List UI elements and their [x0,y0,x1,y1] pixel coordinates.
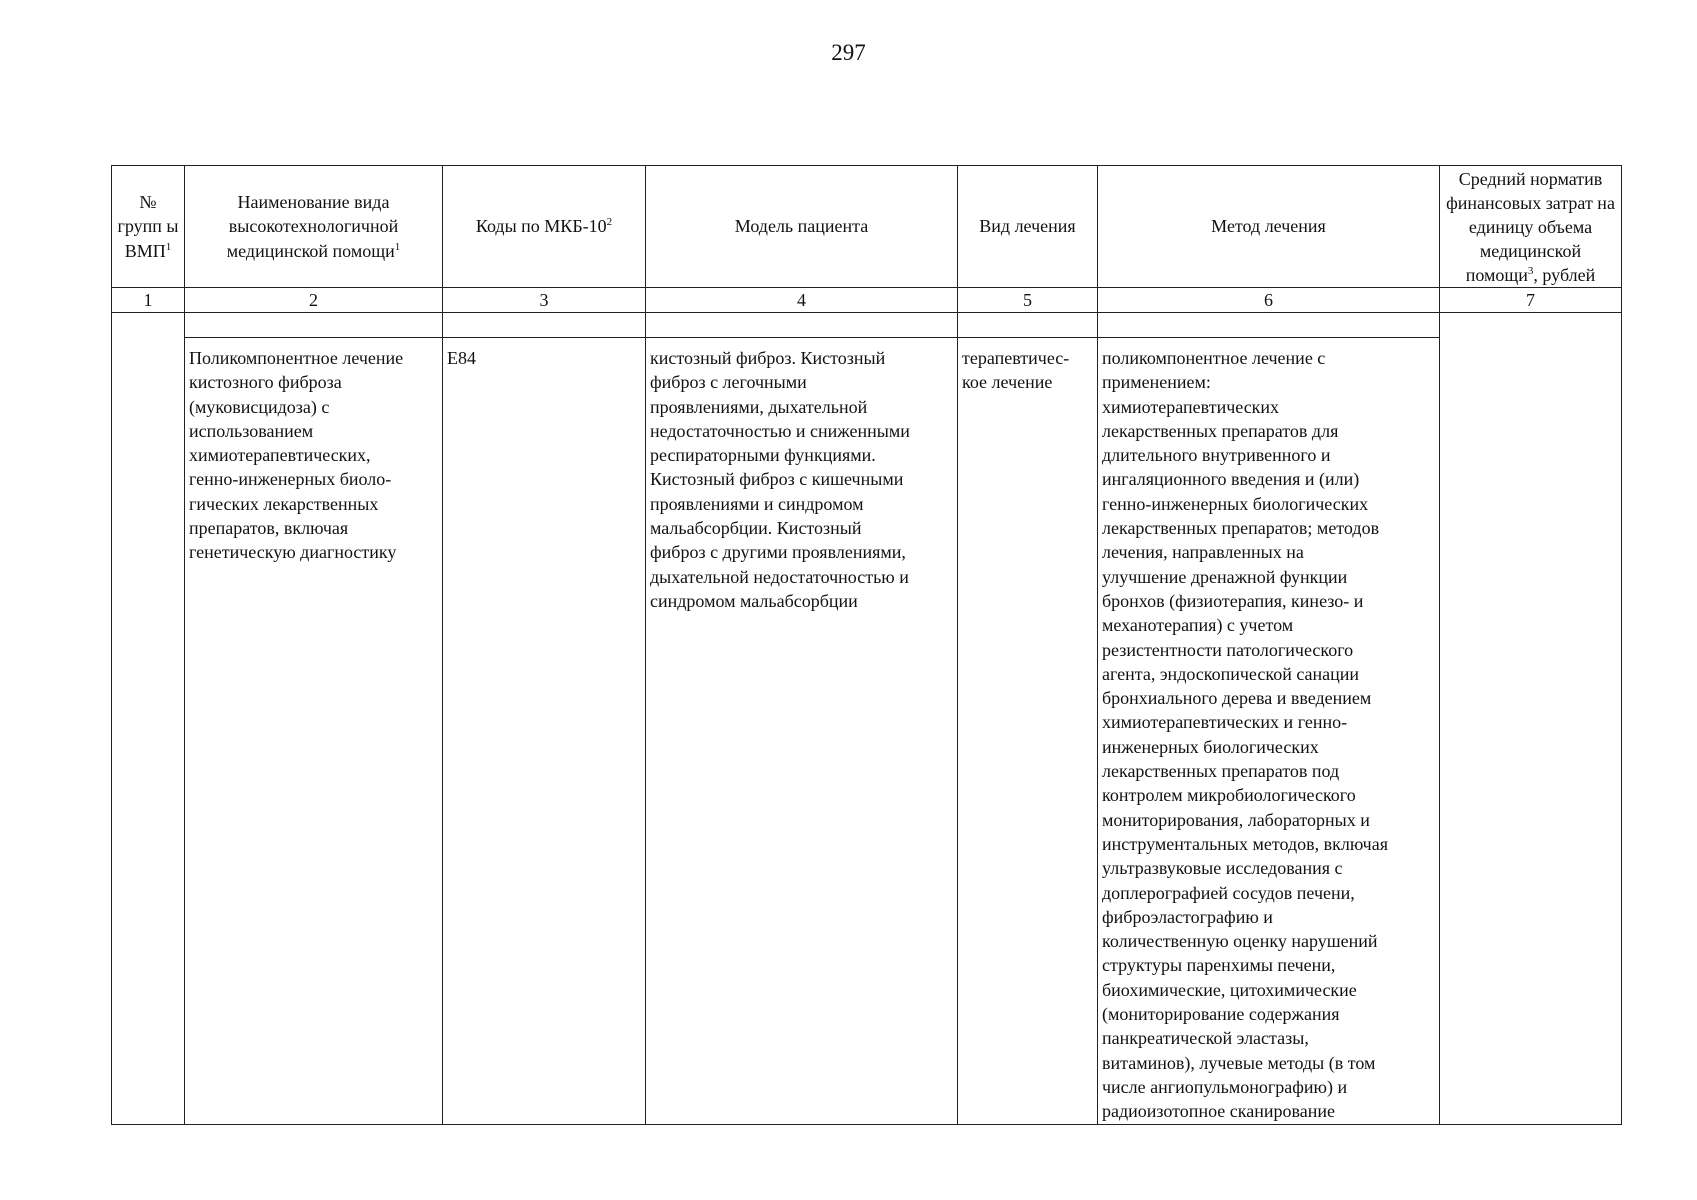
spacer-cell [185,313,443,338]
text-line: ингаляционного введения и (или) [1102,469,1360,490]
text-line: улучшение дренажной функции [1102,566,1348,587]
column-number: 6 [1098,288,1440,313]
text-line: механотерапия) с учетом [1102,615,1294,636]
text-line: мониторирования, лабораторных и [1102,809,1370,830]
text-line: инженерных биологических [1102,736,1319,757]
text-line: гических лекарственных [189,493,379,514]
header-vmp-name: Наименование вида высокотехнологичной медицинской помощи$^1$ [185,166,443,288]
text-line: биохимические, цитохимические [1102,979,1357,1000]
text-line: количественную оценку нарушений [1102,931,1378,952]
text-line: поликомпонентное лечение с [1102,348,1326,368]
table-row [112,338,1622,1125]
header-treatment-method: Метод лечения [1098,166,1440,288]
text-line: резистентности патологического [1102,639,1354,660]
text-line: лекарственных препаратов; методов [1102,518,1380,539]
text-line: агента, эндоскопической санации [1102,663,1360,684]
column-number: 1 [112,288,185,313]
text-line: инструментальных методов, включая [1102,833,1388,854]
text-line: контролем микробиологического [1102,785,1356,806]
header-group-number: № групп ы ВМП$^1$ [112,166,185,288]
text-line: химиотерапевтических, [189,445,371,466]
text-line: кистозный фиброз. Кистозный [650,348,886,368]
column-number: 3 [443,288,646,313]
spacer-cell [112,313,185,338]
spacer-cell [958,313,1098,338]
text-line: лекарственных препаратов для [1102,420,1339,441]
text-line: мальабсорбции. Кистозный [650,518,862,539]
text-line: генетическую диагностику [189,542,397,563]
text-line: (мониторирование содержания [1102,1004,1340,1025]
text-line: структуры паренхимы печени, [1102,955,1336,976]
text-line: бронхов (физиотерапия, кинезо- и [1102,590,1364,611]
text-line: лекарственных препаратов под [1102,761,1340,782]
cell-vmp-name [185,338,443,1125]
text-line: применением: [1102,372,1211,393]
text-line: химиотерапевтических и генно- [1102,712,1348,733]
text-line: химиотерапевтических [1102,396,1280,417]
text-line: респираторными функциями. [650,445,876,466]
column-number: 7 [1440,288,1622,313]
cell-group-number [112,338,185,1125]
header-cost-standard: Средний норматив финансовых затрат на единицу объема медицинской помощи$^3$, рублей [1440,166,1622,288]
text-line: препаратов, включая [189,518,349,539]
text-line: терапевтичес- [962,348,1070,368]
vmp-table [111,165,1622,1125]
text-line: числе ангиопульмонографию) и [1102,1076,1348,1097]
text-line: дыхательной недостаточностью и [650,566,909,587]
text-line: фиброэластографию и [1102,906,1273,927]
spacer-cell [1440,313,1622,338]
text-line: Поликомпонентное лечение [189,348,404,368]
spacer-row [112,313,1622,338]
cell-cost [1440,338,1622,1125]
header-icd-codes: Коды по МКБ-$10^2$ [443,166,646,288]
text-line: ультразвуковые исследования с [1102,858,1343,879]
header-row [112,166,1622,288]
cell-treatment-method [1098,338,1440,1125]
text-line: проявлениями и синдромом [650,493,864,514]
page-number: 297 [831,40,866,65]
text-line: длительного внутривенного и [1102,445,1331,466]
text-line: (муковисцидоза) с [189,396,330,417]
text-line: Кистозный фиброз с кишечными [650,469,904,490]
cell-patient-model [646,338,958,1125]
text-line: синдромом мальабсорбции [650,590,858,611]
column-number-row [112,288,1622,313]
text-line: генно-инженерных биоло- [189,469,392,490]
text-line: использованием [189,420,314,441]
spacer-cell [443,313,646,338]
text-line: фиброз с другими проявлениями, [650,542,906,563]
text-line: генно-инженерных биологических [1102,493,1369,514]
text-line: недостаточностью и сниженными [650,420,910,441]
header-patient-model: Модель пациента [646,166,958,288]
header-treatment-type: Вид лечения [958,166,1098,288]
text-line: панкреатической эластазы, [1102,1028,1309,1049]
cell-icd-code: E84 [443,338,646,1125]
text-line: доплерографией сосудов печени, [1102,882,1355,903]
text-line: проявлениями, дыхательной [650,396,868,417]
spacer-cell [1098,313,1440,338]
spacer-cell [646,313,958,338]
column-number: 5 [958,288,1098,313]
text-line: витаминов), лучевые методы (в том [1102,1052,1376,1073]
text-line: фиброз с легочными [650,372,807,393]
text-line: кое лечение [962,372,1053,393]
cell-treatment-type [958,338,1098,1125]
column-number: 2 [185,288,443,313]
text-line: бронхиального дерева и введением [1102,688,1372,709]
text-line: кистозного фиброза [189,372,342,393]
text-line: лечения, направленных на [1102,542,1304,563]
text-line: радиоизотопное сканирование [1102,1101,1336,1122]
column-number: 4 [646,288,958,313]
